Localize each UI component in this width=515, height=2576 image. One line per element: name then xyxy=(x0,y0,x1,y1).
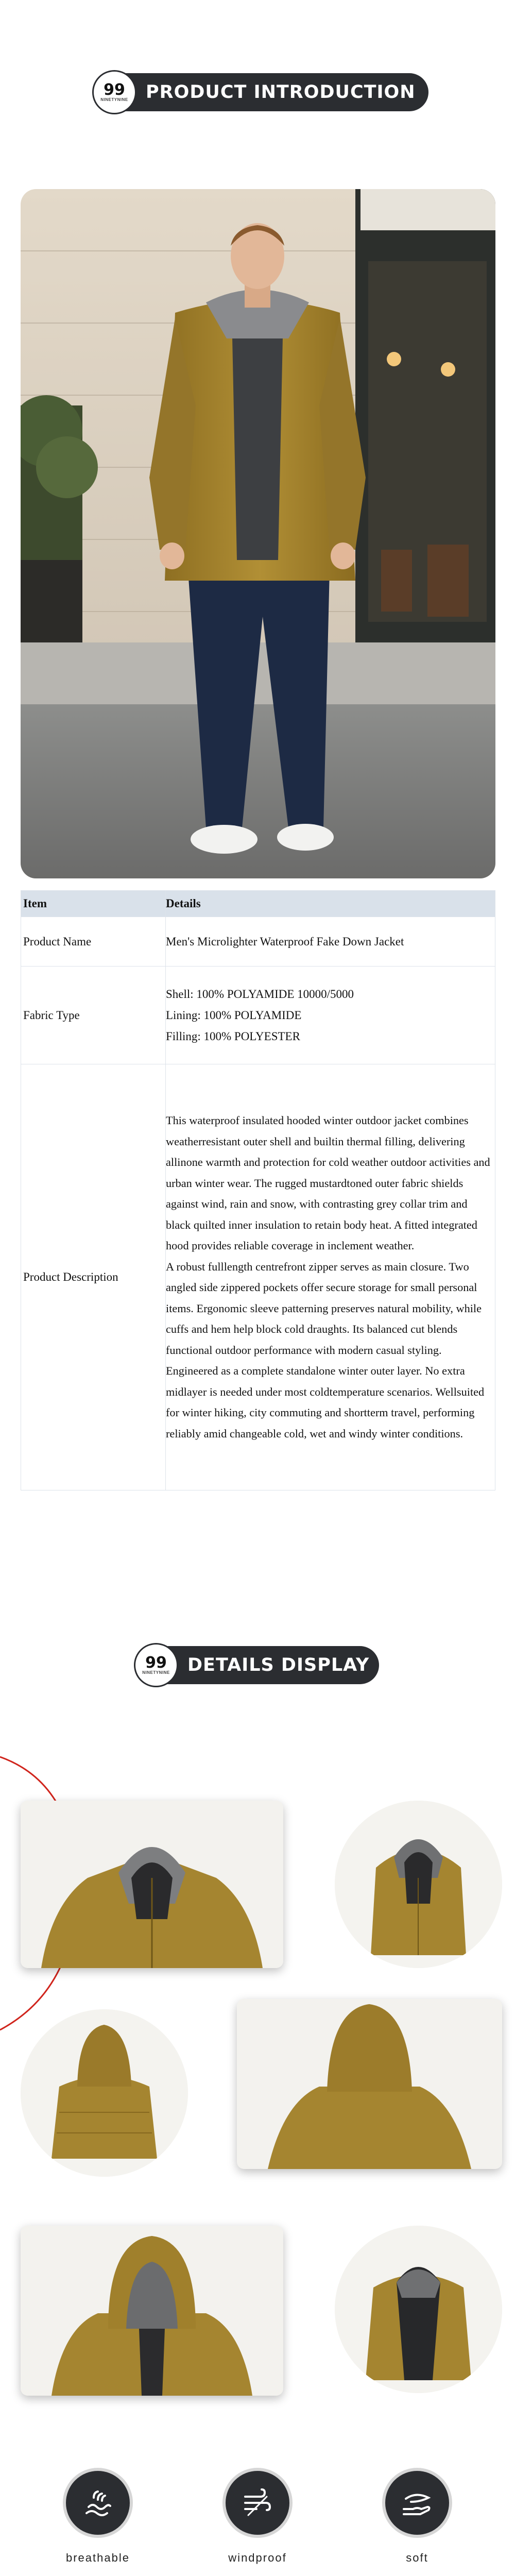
brand-logo-sub: NINETYNINE xyxy=(100,97,128,102)
fabric-shell: Shell: 100% POLYAMIDE 10000/5000 xyxy=(166,988,354,1001)
table-label-product-name: Product Name xyxy=(21,917,166,967)
table-header-row xyxy=(21,891,495,917)
feature-breathable xyxy=(41,2468,154,2565)
table-label-fabric-type: Fabric Type xyxy=(21,967,166,1064)
detail-photo-back-close xyxy=(237,1999,502,2169)
table-row xyxy=(21,967,495,1064)
wind-icon xyxy=(222,2468,293,2538)
detail-photo-hood-inner xyxy=(21,2226,283,2396)
feature-windproof xyxy=(201,2468,314,2565)
feature-soft-label: soft xyxy=(406,2551,428,2564)
feature-breathable-label: breathable xyxy=(66,2551,130,2564)
fabric-filling: Filling: 100% POLYESTER xyxy=(166,1030,300,1043)
table-value-fabric-type xyxy=(166,967,495,1064)
detail-photo-hood-back xyxy=(21,2009,188,2177)
feather-hand-icon xyxy=(382,2468,452,2538)
table-label-description: Product Description xyxy=(21,1064,166,1490)
feature-windproof-label: windproof xyxy=(228,2551,287,2564)
brand-logo-number: 99 xyxy=(145,1653,167,1672)
detail-photo-collar-front xyxy=(21,1801,283,1968)
table-header-details: Details xyxy=(166,891,495,917)
brand-logo-sub: NINETYNINE xyxy=(142,1670,170,1675)
table-value-description: This waterproof insulated hooded winter outdoor jacket combines weatherresistant outer shell and builtin thermal filling, delivering allinone warmth and protection for cold weather outdoor activities and urban winter wear. The rugged mustardtoned outer fabric shields against wind, rain and snow, with contrasting grey collar trim and black quilted inner insulation to retain body heat. A fitted integrated hood provides reliable coverage in inclement weather. A robust fulllength centrefront zipper serves as main closure. Two angled side zippered pockets offer secure storage for small personal items. Ergonomic sleeve patterning preserves natural mobility, while cuffs and hem help block cold draughts. Its balanced cut blends functional outdoor performance with modern casual styling. Engineered as a complete standalone winter outer layer. No extra midlayer is needed under most coldtemperature scenarios. Wellsuited for winter hiking, city commuting and shortterm travel, performing reliably amid changeable cold, wet and windy winter conditions. xyxy=(166,1064,495,1490)
details-section-title: DETAILS DISPLAY xyxy=(187,1655,370,1675)
details-section-header xyxy=(137,1646,379,1684)
table-row xyxy=(21,1064,495,1490)
wave-icon xyxy=(63,2468,133,2538)
product-spec-table xyxy=(21,890,495,1490)
intro-section-header xyxy=(95,73,428,111)
hero-model-photo xyxy=(21,189,495,878)
feature-soft xyxy=(360,2468,474,2565)
table-row xyxy=(21,917,495,967)
detail-photo-open-front xyxy=(335,2226,502,2393)
detail-photo-hood-front xyxy=(335,1801,502,1968)
table-header-item: Item xyxy=(21,891,166,917)
fabric-lining: Lining: 100% POLYAMIDE xyxy=(166,1009,302,1022)
brand-logo-number: 99 xyxy=(104,80,125,99)
brand-logo xyxy=(92,70,136,114)
intro-section-title: PRODUCT INTRODUCTION xyxy=(146,82,416,103)
brand-logo xyxy=(134,1643,178,1687)
table-value-product-name: Men's Microlighter Waterproof Fake Down Jacket xyxy=(166,917,495,967)
